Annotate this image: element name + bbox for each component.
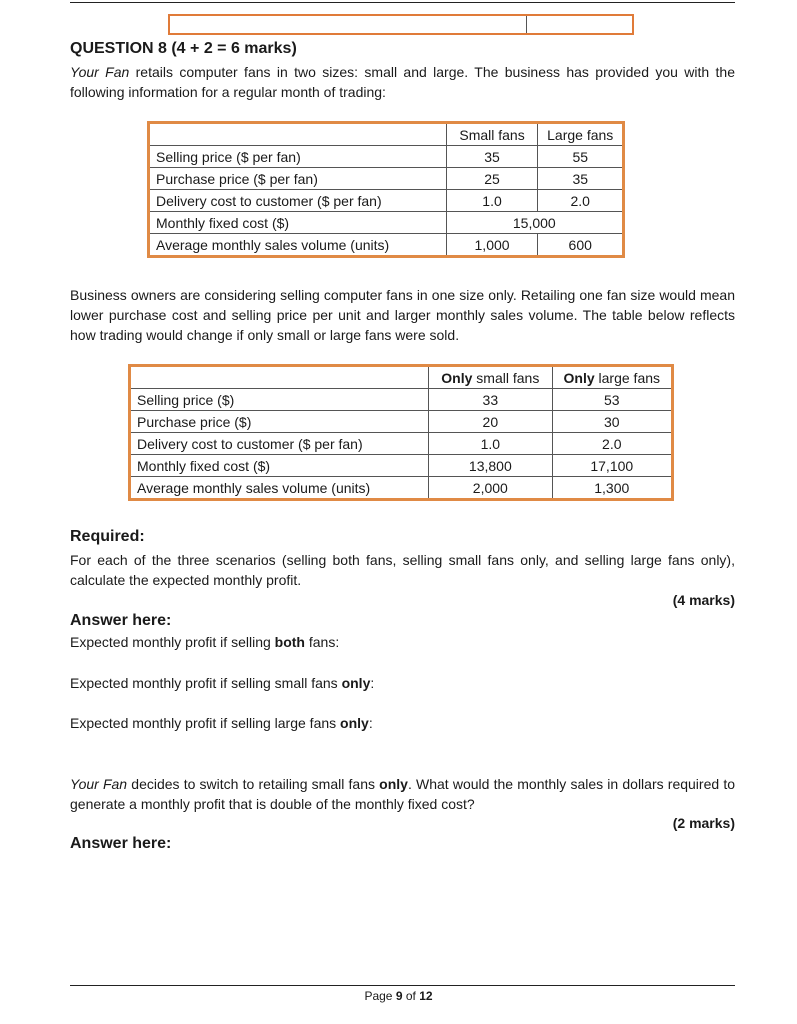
table-header-row	[149, 123, 624, 146]
question-title: QUESTION 8 (4 + 2 = 6 marks)	[70, 40, 297, 57]
table-row: Purchase price ($ per fan) 25 35	[149, 168, 624, 190]
table-header-row	[130, 366, 673, 389]
table-row: Average monthly sales volume (units) 2,000 1,300	[130, 477, 673, 500]
table-row: Average monthly sales volume (units) 1,000 600	[149, 234, 624, 257]
table-row: Delivery cost to customer ($ per fan) 1.0 2.0	[149, 190, 624, 212]
page-footer: Page 9 of 12	[364, 989, 433, 1003]
table-both-fans	[147, 121, 625, 258]
answer-line-small: Expected monthly profit if selling small fans only:	[70, 675, 375, 691]
header-only-large: Only large fans	[552, 366, 672, 389]
table-row: Selling price ($ per fan) 35 55	[149, 146, 624, 168]
answer-heading-1: Answer here:	[70, 612, 172, 629]
scenario-paragraph: Business owners are considering selling computer fans in one size only. Retailing one fan size would mean lower purchase cost and selling price per unit and larger monthly sales volume. The table below reflects how trading would change if only small or large fans were sold.	[70, 287, 735, 343]
top-rule	[70, 2, 735, 3]
footer-rule	[70, 985, 735, 986]
company-name: Your Fan	[70, 64, 130, 80]
part2-marks: (2 marks)	[672, 815, 735, 831]
table-row: Selling price ($) 33 53	[130, 389, 673, 411]
previous-table-remnant	[168, 14, 634, 35]
table-row: Delivery cost to customer ($ per fan) 1.0 2.0	[130, 433, 673, 455]
answer-line-both: Expected monthly profit if selling both fans:	[70, 634, 340, 650]
answer-line-large: Expected monthly profit if selling large fans only:	[70, 715, 373, 731]
required-heading: Required:	[70, 528, 145, 545]
shared-fixed-cost: 15,000	[446, 212, 623, 234]
table-row: Monthly fixed cost ($) 15,000	[149, 212, 624, 234]
part2-question: Your Fan decides to switch to retailing small fans only. What would the monthly sales in dollars required to generate a monthly profit that is double of the monthly fixed cost?	[70, 776, 736, 812]
required-marks: (4 marks)	[672, 592, 735, 608]
header-small-fans: Small fans	[446, 123, 538, 146]
question-intro: Your Fan retails computer fans in two sizes: small and large. The business has provided you with the following information for a regular month of trading:	[70, 64, 735, 100]
table-single-size	[128, 364, 674, 501]
header-large-fans: Large fans	[538, 123, 624, 146]
header-only-small: Only small fans	[429, 366, 552, 389]
table-row: Monthly fixed cost ($) 13,800 17,100	[130, 455, 673, 477]
required-text: For each of the three scenarios (selling both fans, selling small fans only, and selling large fans only), calculate the expected monthly profit.	[70, 552, 735, 588]
answer-heading-2: Answer here:	[70, 835, 172, 852]
table-row: Purchase price ($) 20 30	[130, 411, 673, 433]
